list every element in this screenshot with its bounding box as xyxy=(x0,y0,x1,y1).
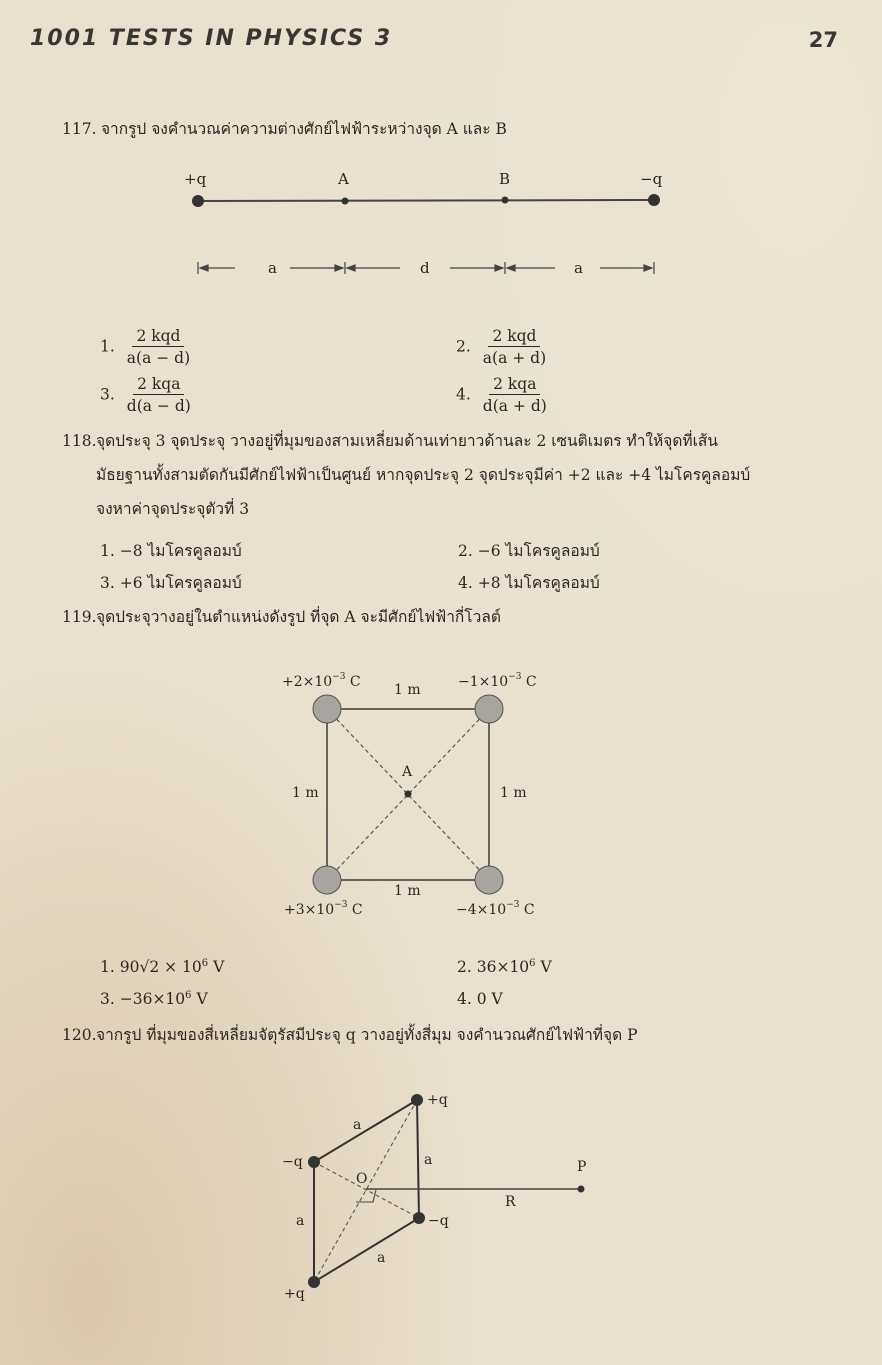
q118-option-1[interactable]: 1. −8 ไมโครคูลอมบ์ xyxy=(100,542,242,560)
svg-text:−1×10−3 C: $-1\times 10^{-3}$ C xyxy=(458,672,537,690)
q119-option-4[interactable]: 4. 0 V xyxy=(457,990,503,1008)
q117-option-3[interactable]: 3. $\frac{\text{2 kqa}}{d(a - d)}$ xyxy=(100,375,191,415)
svg-text:a: a xyxy=(353,1117,362,1133)
svg-text:1 m: 1 m xyxy=(394,883,421,899)
svg-text:+3×10−3 C: $+3\times 10^{-3}$ C xyxy=(284,900,363,918)
svg-text:A: A xyxy=(402,764,413,780)
svg-text:1 m: 1 m xyxy=(500,785,527,801)
q117-option-4[interactable]: 4. $\frac{\text{2 kqa}}{d(a + d)}$ xyxy=(456,375,547,415)
q117-figure xyxy=(170,160,690,280)
svg-text:d: d xyxy=(420,259,430,277)
svg-text:P: P xyxy=(577,1159,587,1175)
book-title: 1001 TESTS IN PHYSICS 3 xyxy=(30,26,393,51)
q119-option-1[interactable]: 1. $90√2 \times 10^6$ V xyxy=(100,958,225,977)
q118-option-4[interactable]: 4. +8 ไมโครคูลอมบ์ xyxy=(458,574,600,592)
svg-text:−q: −q xyxy=(282,1154,303,1170)
svg-text:a: a xyxy=(574,259,583,277)
q118-option-3[interactable]: 3. +6 ไมโครคูลอมบ์ xyxy=(100,574,242,592)
q119-option-3[interactable]: 3. $-36\times 10^6$ V xyxy=(100,990,208,1009)
q120-figure xyxy=(260,1080,640,1310)
svg-text:a: a xyxy=(424,1152,433,1168)
question-118: 118.จุดประจุ 3 จุดประจุ วางอยู่ที่มุมของสามเหลี่ยมด้านเท่ายาวด้านละ 2 เซนติเมตร ทำให้จุดที่เส้น มัธยฐานทั้งสามตัดกันมีศักย์ไฟฟ้าเป็นศูนย์ หากจุดประจุ 2 จุดประจุมีค่า +2 และ +4 ไมโครคูลอมบ์ จงหาค่าจุดประจุตัวที่ 3 xyxy=(62,432,751,518)
svg-text:−4×10−3 C: $-4\times 10^{-3}$ C xyxy=(456,900,535,918)
svg-text:+q: +q xyxy=(284,1286,305,1302)
svg-text:a: a xyxy=(377,1250,386,1266)
svg-text:B: B xyxy=(499,170,511,188)
question-120: 120.จากรูป ที่มุมของสี่เหลี่ยมจัตุรัสมีประจุ q วางอยู่ทั้งสี่มุม จงคำนวณศักย์ไฟฟ้าที่จุด P xyxy=(62,1026,638,1044)
question-117 xyxy=(62,112,507,146)
q117-option-2[interactable]: 2. $\frac{\text{2 kqd}}{a(a + d)}$ xyxy=(456,327,547,367)
charge-label: +q xyxy=(184,170,207,188)
svg-text:−q: −q xyxy=(428,1213,449,1229)
svg-text:O: O xyxy=(356,1171,368,1187)
question-text: จากรูป จงคำนวณค่าความต่างศักย์ไฟฟ้าระหว่างจุด A และ B xyxy=(100,120,507,138)
svg-text:−q: −q xyxy=(640,170,663,188)
svg-text:R: R xyxy=(505,1194,516,1210)
q119-option-2[interactable]: 2. $36\times 10^6$ V xyxy=(457,958,552,977)
q118-option-2[interactable]: 2. −6 ไมโครคูลอมบ์ xyxy=(458,542,600,560)
question-number: 117. xyxy=(62,120,97,138)
svg-text:+2×10−3 C: $+2\times 10^{-3}$ C xyxy=(282,672,361,690)
question-119: 119.จุดประจุวางอยู่ในตำแหน่งดังรูป ที่จุด A จะมีศักย์ไฟฟ้ากี่โวลต์ xyxy=(62,608,501,626)
q117-option-1[interactable]: 1. $\frac{\text{2 kqd}}{a(a - d)}$ xyxy=(100,327,191,367)
svg-text:A: A xyxy=(338,170,349,188)
page-number: 27 xyxy=(808,28,838,52)
svg-text:1 m: 1 m xyxy=(394,682,421,698)
svg-text:a: a xyxy=(296,1213,305,1229)
q119-figure xyxy=(270,660,590,920)
svg-text:a: a xyxy=(268,259,277,277)
svg-text:1 m: 1 m xyxy=(292,785,319,801)
svg-text:+q: +q xyxy=(427,1092,448,1108)
